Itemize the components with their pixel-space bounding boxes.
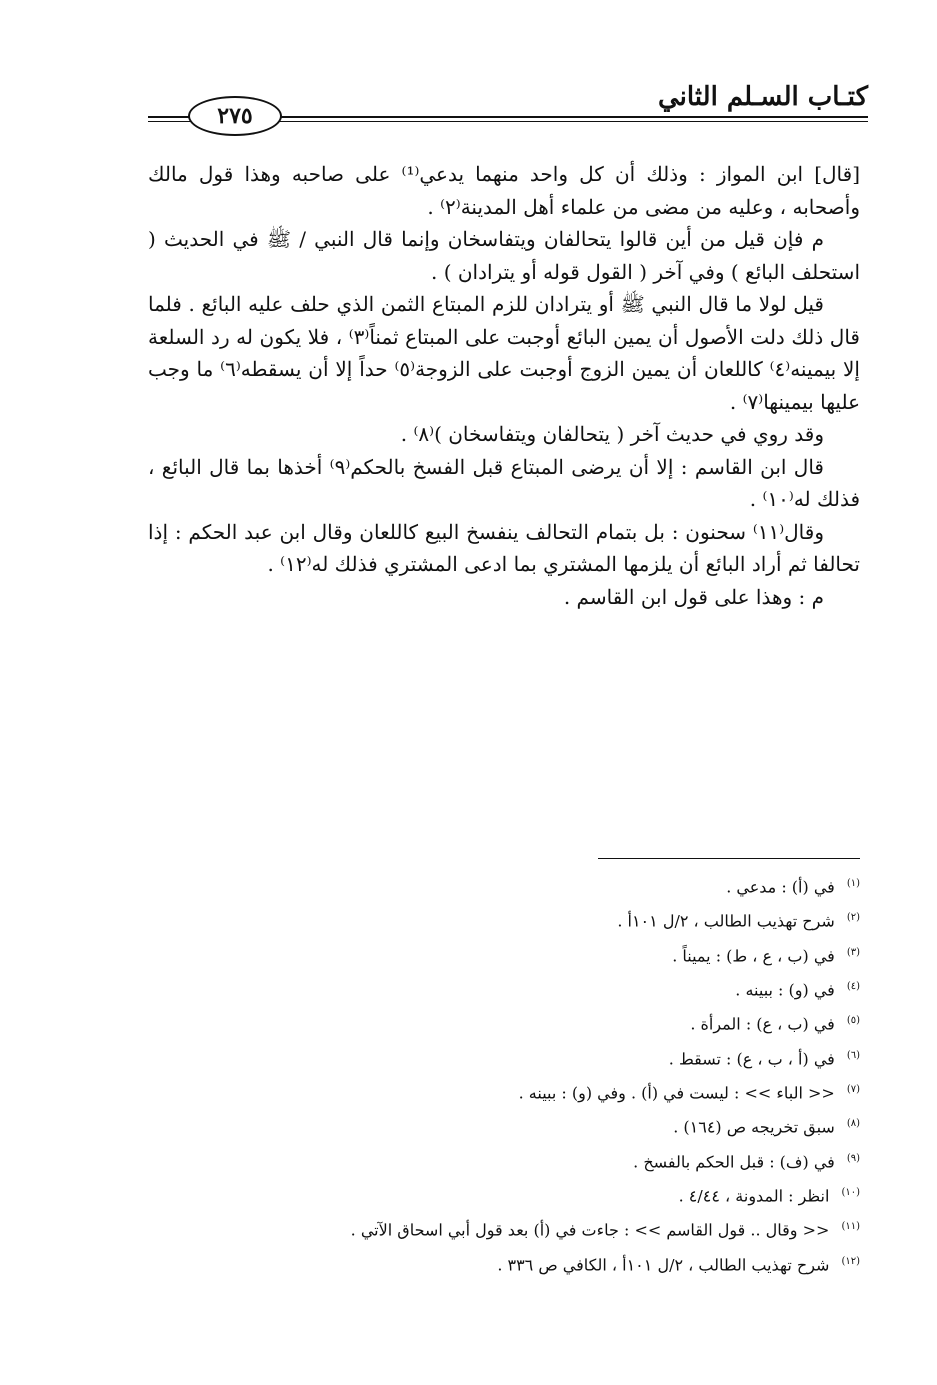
footnote — [148, 971, 860, 1005]
footnote-number: (٧) — [846, 1083, 860, 1095]
footnote — [148, 937, 860, 971]
paragraph: م فإن قيل من أين قالوا يتحالفان ويتفاسخان وإنما قال النبي / ﷺ في الحديث ( استحلف البائع ) وفي آخر ( القول قوله أو يترادان ) . — [148, 227, 860, 284]
footnote — [148, 902, 860, 936]
paragraph: م : وهذا على قول ابن القاسم . — [563, 584, 824, 609]
footnote — [148, 1108, 860, 1142]
footnote-text: في (ف) : قبل الحكم بالفسخ . — [633, 1151, 835, 1171]
footnote-number: (٤) — [846, 980, 860, 992]
footnote-number: (٦) — [846, 1049, 860, 1061]
footnote — [148, 868, 860, 902]
paragraph: قيل لولا ما قال النبي ﷺ أو يترادان للزم المبتاع الثمن الذي حلف عليه البائع . فلما قال ذلك دلت الأصول أن يمين البائع أوجبت على المبتاع ثمناً⁽٣⁾ ، فلا يكون له رد السلعة إلا بيمينه⁽٤⁾ كاللعان أن يمين الزوج أوجبت على الزوجة⁽٥⁾ حداً إلا أن يسقطه⁽٦⁾ ما وجب عليها بيمينها⁽٧⁾ . — [148, 292, 860, 414]
footnote — [148, 1246, 860, 1280]
footnote — [148, 1074, 860, 1108]
paragraph: وقد روي في حديث آخر ( يتحالفان ويتفاسخان )⁽٨⁾ . — [400, 422, 824, 446]
footnote-number: (٢) — [846, 912, 860, 924]
footnote-number: (٥) — [846, 1015, 860, 1027]
footnote-text: في (ب ، ع) : المرأة . — [690, 1014, 835, 1034]
book-title: كتـاب السـلم الثاني — [657, 82, 868, 112]
paragraph: وقال⁽١١⁾ سحنون : بل بتمام التحالف ينفسخ البيع كاللعان وقال ابن عبد الحكم : إذا تحالفا ثم أراد البائع أن يلزمها المشتري بما ادعى المشتري فذلك له⁽١٢⁾ . — [148, 519, 860, 576]
footnote — [148, 1143, 860, 1177]
footnote-number: (١) — [846, 878, 860, 889]
footnote-text: شرح تهذيب الطالب ، ٢/ل ١٠١أ . — [617, 911, 835, 931]
footnote-text: << وقال .. قول القاسم >> : جاءت في (أ) بعد قول أبي اسحاق الآتي . — [350, 1220, 830, 1240]
footnote-text: في (ب ، ع ، ط) : يميناً . — [672, 945, 835, 965]
footnote — [148, 1177, 860, 1211]
main-text — [148, 158, 860, 613]
footnote-number: (١١) — [841, 1221, 860, 1233]
footnote-number: (٩) — [846, 1152, 860, 1164]
footnote-text: في (أ ، ب ، ع) : تسقط . — [668, 1048, 835, 1068]
paragraph: قال ابن القاسم : إلا أن يرضى المبتاع قبل الفسخ بالحكم⁽٩⁾ أخذها بما قال البائع ، فذلك له⁽١٠⁾ . — [148, 454, 860, 511]
paragraph: [قال] ابن المواز : وذلك أن كل واحد منهما يدعي⁽¹⁾ على صاحبه وهذا قول مالك وأصحابه ، وعليه من مضى من علماء أهل المدينة⁽٢⁾ . — [148, 162, 860, 219]
footnote-number: (٣) — [846, 946, 860, 958]
footnote — [148, 1040, 860, 1074]
footnote-text: سبق تخريجه ص (١٦٤) . — [673, 1117, 835, 1137]
footnote-text: << الباء >> : ليست في (أ) . وفي (و) : ببينه . — [518, 1083, 835, 1103]
footnote-number: (١٢) — [841, 1255, 860, 1267]
footnote-text: شرح تهذيب الطالب ، ٢/ل ١٠١أ ، الكافي ص ٣٣٦ . — [497, 1254, 830, 1274]
footnote-text: في (أ) : مدعي . — [726, 877, 835, 897]
footnote-number: (١٠) — [841, 1186, 860, 1198]
footnote — [148, 1005, 860, 1039]
footnotes — [148, 868, 860, 1280]
page-number: ٢٧٥ — [188, 96, 282, 136]
footnote-text: انظر : المدونة ، ٤/٤٤ . — [678, 1186, 830, 1206]
footnote — [148, 1211, 860, 1245]
page-header — [148, 78, 868, 128]
footnote-text: في (و) : ببينه . — [735, 980, 835, 1000]
footnote-number: (٨) — [846, 1118, 860, 1130]
footnote-separator — [598, 858, 860, 859]
